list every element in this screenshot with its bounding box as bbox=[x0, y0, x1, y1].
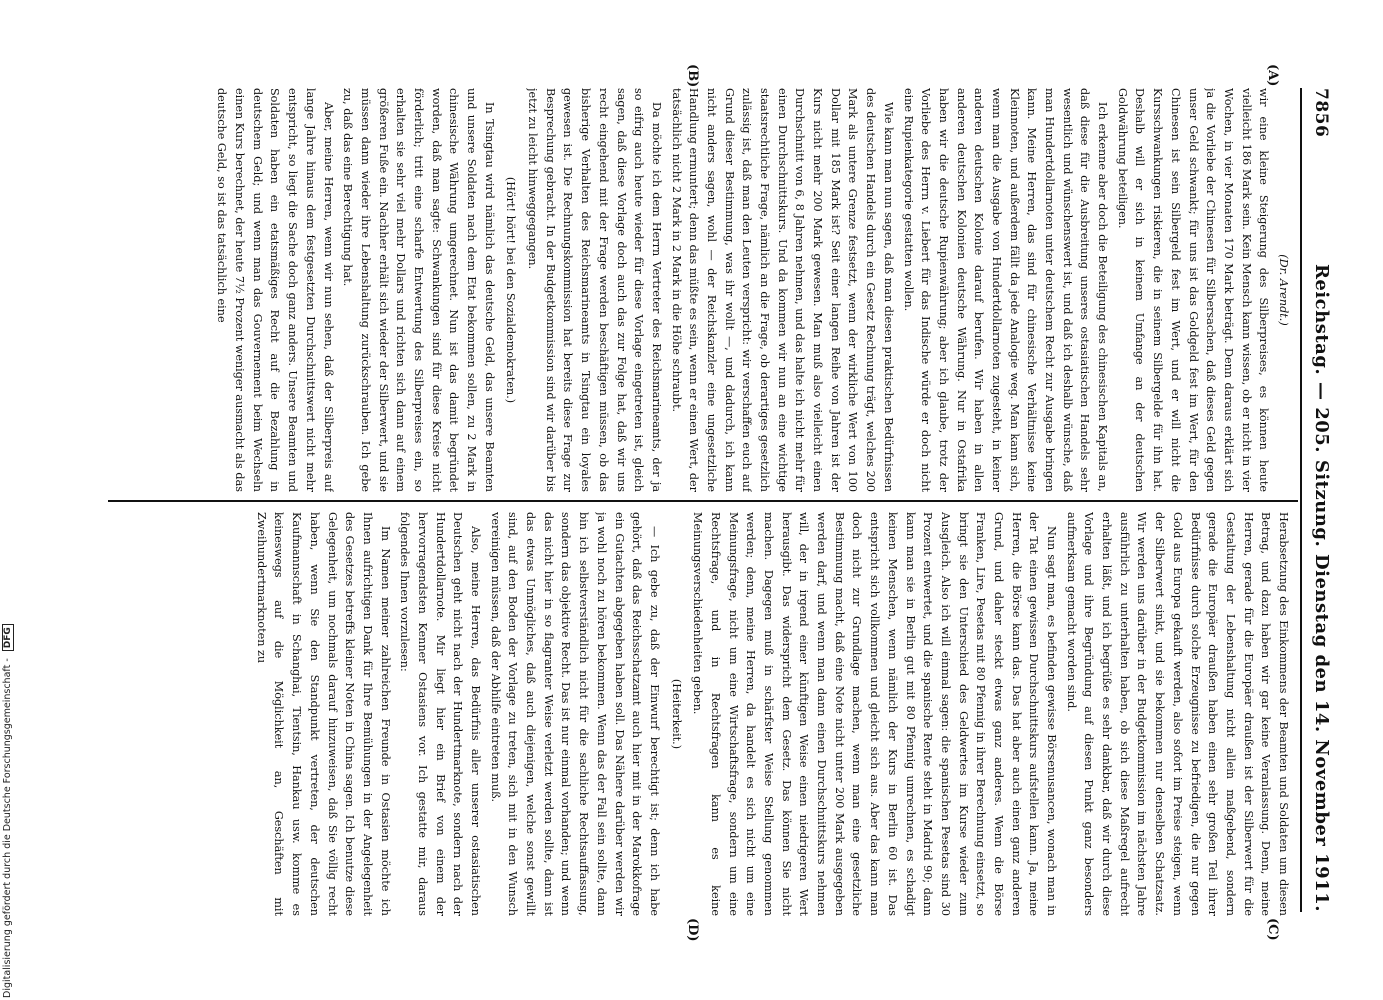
margin-marker-c: (C) bbox=[1265, 918, 1280, 941]
attribution-text: Digitalisierung gefördert durch die Deutsche Forschungsgemeinschaft - bbox=[2, 658, 13, 998]
paragraph: Aber, meine Herren, wenn wir nun sehen, daß der Silberpreis auf lange Jahre hinaus dem festgesetzten Durchschnittswert nicht mehr entspricht, so liegt die Sache doch ganz anders. Unsere Beamten und Soldaten haben ein etatsmäßiges Recht auf die Bezahlung in deutschem Geld; und wenn man das Gouvernement beim Wechseln einen Kurs berechnet, der heute 7½ Prozent weniger ausmacht als das deutsche Geld, so ist das tatsächlich eine bbox=[215, 88, 335, 492]
left-column bbox=[112, 88, 1292, 492]
interjection: (Hört! hört! bei den Sozialdemokraten.) bbox=[504, 176, 518, 404]
paragraph: Da möchte ich dem Herrn Vertreter des Reichsmarineamts, der ja so eifrig auch heute wieder für diese Vorlage eingetreten ist, gleich sagen, daß diese Vorlage doch auch das zur Folge hat, daß wir uns recht eingehend mit der Frage werden beschäftigen müssen, ob das bisherige Verhalten des Reichsmarineamts in Tsingtau ein loyales gewesen ist. Die Rechnungskommission hat bereits diese Frage zur Besprechung gebracht. In der Budgetkommission sind wir darüber bis jetzt zu leicht hinweggegangen. bbox=[526, 88, 663, 492]
paragraph: — Ich gebe zu, daß der Einwurf berechtigt ist; denn ich habe gehört, daß das Reichsschatzamt auch hier mit in der Marokkofrage ein Gutachten abgegeben haben soll. Das Nähere darüber werden wir ja wohl noch zu hören bekommen. Wenn das der Fall sein sollte, dann bin ich selbstverständlich nicht für die sachliche Rechtsauffassung, sondern das objektive Recht. Das ist nur einmal vorhanden; und wenn das nicht hier in so flagranter Weise verletzt werden sollte, dann ist das etwas Unmögliches, daß auch diejenigen, welche sonst gewillt sind, auf den Boden der Vorlage zu treten, sich mit in den Wunsch vereinigen müssen, daß der Abhilfe eintreten muß. bbox=[488, 512, 661, 916]
column-divider bbox=[108, 500, 1298, 502]
paragraph: wir eine kleine Steigerung des Silberpreises, es können heute vielleicht 186 Mark sein. Kein Mensch kann wissen, ob er nicht in vier Wochen, in vier Monaten 170 Mark beträgt. Denn daraus erklärt sich ja die Vorliebe der Chinesen für Silbersachen, daß dieses Geld gegen unser Geld schwankt; für uns ist das Goldgeld fest im Wert, für den Chinesen ist sein Silbergeld fest im Wert, und er will nicht die Kursschwankungen riskieren, die in seinem Silbergelde für ihn hat. Deshalb will er sich in keinem Umfange an der deutschen Goldwährung beteiligen. bbox=[1115, 88, 1271, 492]
header-rule bbox=[1300, 88, 1302, 912]
page-title: Reichstag. — 205. Sitzung. Dienstag den 14. November 1911. bbox=[1311, 263, 1332, 912]
right-column bbox=[112, 512, 1292, 916]
page-header bbox=[1304, 88, 1332, 912]
paragraph: In Tsingtau wird nämlich das deutsche Geld, das unsere Beamten und unsere Soldaten nach dem Etat bekommen sollen, zu 2 Mark in chinesische Währung umgerechnet. Nun ist das damit begründet worden, daß man sagte: Schwankungen sind für diese Kreise nicht förderlich; tritt eine scharfe Entwertung des Silberpreises ein, so erhalten sie sehr viel mehr Dollars und richten sich dann auf einem größeren Fuße ein. Nachher erhält sich wieder der Silberwert, und sie müssen dann wieder ihre Lebenshaltung zurückschrauben. Ich gebe zu, daß das eine Berechtigung hat. bbox=[341, 88, 496, 492]
paragraph: Herabsetzung des Einkommens der Beamten und Soldaten um diesen Betrag, und dazu haben wir gar keine Veranlassung. Denn, meine Herren, gerade für die Europäer draußen ist der Silberwert für die Gestaltung der Lebenshaltung nicht allein maßgebend, sondern gerade die Europäer draußen haben einen sehr großen Teil ihrer Bedürfnisse durch solche Erzeugnisse zu befriedigen, die nur gegen Gold aus Europa gekauft werden, also sofort im Preise steigen, wenn der Silberwert sinkt, und sie bekommen nur denselben Schatzsatz. Wir werden uns darüber in der Budgetkommission im nächsten Jahre ausführlich zu unterhalten haben, ob sich diese Maßregel aufrecht erhalten läßt, und ich begrüße es sehr dankbar, daß wir durch diese Vorlage und ihre Begründung auf diesen Punkt ganz besonders aufmerksam gemacht worden sind. bbox=[1064, 512, 1290, 916]
margin-marker-a: (A) bbox=[1265, 64, 1280, 87]
interjection: (Heiterkeit.) bbox=[669, 678, 683, 750]
paragraph: Wie kann man nun sagen, daß man diesen praktischen Bedürfnissen des deutschen Handels durch ein Gesetz Rechnung trägt, welches 200 Mark als untere Grenze festsetzt, wenn der wirkliche Wert von 100 Dollar mit 185 Mark ist? Seit einer langen Reihe von Jahren ist der Kurs nicht mehr 200 Mark gewesen. Man muß also vielleicht einen Durchschnitt von 6, 8 Jahren nehmen, und das halte ich nicht mehr für einen Durchschnittskurs. Und da kommen wir nun an eine wichtige staatsrechtliche Frage, nämlich an die Frage, ob derartiges gesetzlich zulässig ist, daß man den Leuten verspricht: wir verschaffen euch auf Grund dieser Bestimmung, was ihr wollt —, und dadurch, ich kann nicht anders sagen, wohl — der Reichskanzler eine ungesetzliche Handlung ermuntert; denn das müßte es sein, wenn er einen Wert, der tatsächlich nicht 2 Mark in 2 Mark in die Höhe schraubt. bbox=[669, 88, 895, 492]
digitization-footer bbox=[2, 624, 14, 998]
dfg-logo: DFG bbox=[2, 624, 14, 651]
paragraph: Nun sagt man, es befinden gewisse Börsenusancen, wonach man in der Tat einen gewissen Durchschnittskurs aufstellen kann. Ja, meine Herren, die Börse kann das. Das hat aber auch einen ganz anderen Grund, und daher steckt etwas ganz anderes. Wenn die Börse Franken, Lire, Pesetas mit 80 Pfennig in ihrer Berechnung einsetzt, so bringt sie den Unterschied des Geldwertes im Kurse wieder zum Ausgleich. Also ich will einmal sagen: die spanischen Pesetas sind 30 Prozent entwertet, und die spanische Rente steht in Madrid 90; dann kann man sie in Berlin gut mit 80 Pfennig umrechnen, es schadigt keinen Menschen, wenn nämlich der Kurs in Berlin 60 ist. Das entspricht sich vollkommen und gleicht sich aus. Aber das kann man doch nicht zur Grundlage machen, wenn man eine gesetzliche Bestimmung macht, daß eine Note nicht unter 200 Mark ausgegeben werden darf, und wenn man dann einen Durchschnittskurs nehmen will, der in irgend einer künftigen Weise einen niedrigeren Wert herausgibt. Das widerspricht dem Gesetz. Das können Sie nicht machen. Dagegen muß in schärfster Weise Stellung genommen werden; denn, meine Herren, da handelt es sich nicht um eine Meinungsfrage, nicht um eine Wirtschaftsfrage, sondern um eine Rechtsfrage, und in Rechtsfragen kann es keine Meinungsverschiedenheiten geben. bbox=[691, 512, 1059, 916]
margin-marker-b: (B) bbox=[685, 64, 700, 88]
paragraph: Also, meine Herren, das Bedürfnis aller unserer ostasiatischen Deutschen geht nicht nach der Hundertmarknote, sondern nach der Hundertdollarnote. Mir liegt hier ein Brief von einem der hervorragendsten Kenner Ostasiens vor. Ich gestatte mir, daraus folgendes Ihnen vorzulesen: bbox=[398, 512, 483, 916]
quoted-letter: Im Namen meiner zahlreichen Freunde in Ostasien möchte ich Ihnen aufrichtigen Dank für Ihre Bemühungen in der Angelegenheit des Gesetzes betreffs kleiner Noten in China sagen. Ich benutze diese Gelegenheit, um nochmals darauf hinzuweisen, daß Sie völlig recht haben, wenn Sie den Standpunkt vertreten, der deutschen Kaufmannschaft in Schanghai, Tientsin, Hankau usw. komme es keineswegs auf die Möglichkeit an, Geschäften mit Zweihundertmarknoten zu bbox=[254, 512, 392, 916]
margin-marker-d: (D) bbox=[685, 918, 700, 942]
paragraph: Ich erkenne aber doch die Beteiligung des chinesischen Kapitals an, daß diese für die Ausbreitung unseres ostasiatischen Handels sehr wesentlich und wünschenswert ist, und daß ich deshalb wünsche, daß man Hundertdollarnoten unter deutschem Recht zur Ausgabe bringen kann. Meine Herren, das sind für chinesische Verhältnisse keine Kleinnoten, und außerdem fällt da jede Analogie weg. Man kann sich, wenn man die Ausgabe von Hundertdollarnoten zugesteht, in keiner anderen deutschen Kolonie darauf berufen. Wir haben in allen anderen deutschen Kolonien deutsche Währung. Nur in Ostafrika haben wir die deutsche Rupienwährung; aber ich glaube, trotz der Vorliebe des Herrn v. Liebert für das Indische würde er doch nicht eine Rupienkategorie gestatten wollen. bbox=[901, 88, 1110, 492]
document-page bbox=[90, 60, 1350, 940]
page-number: 7856 bbox=[1311, 88, 1331, 138]
speaker-name: (Dr. Arendt.) bbox=[1277, 254, 1290, 326]
